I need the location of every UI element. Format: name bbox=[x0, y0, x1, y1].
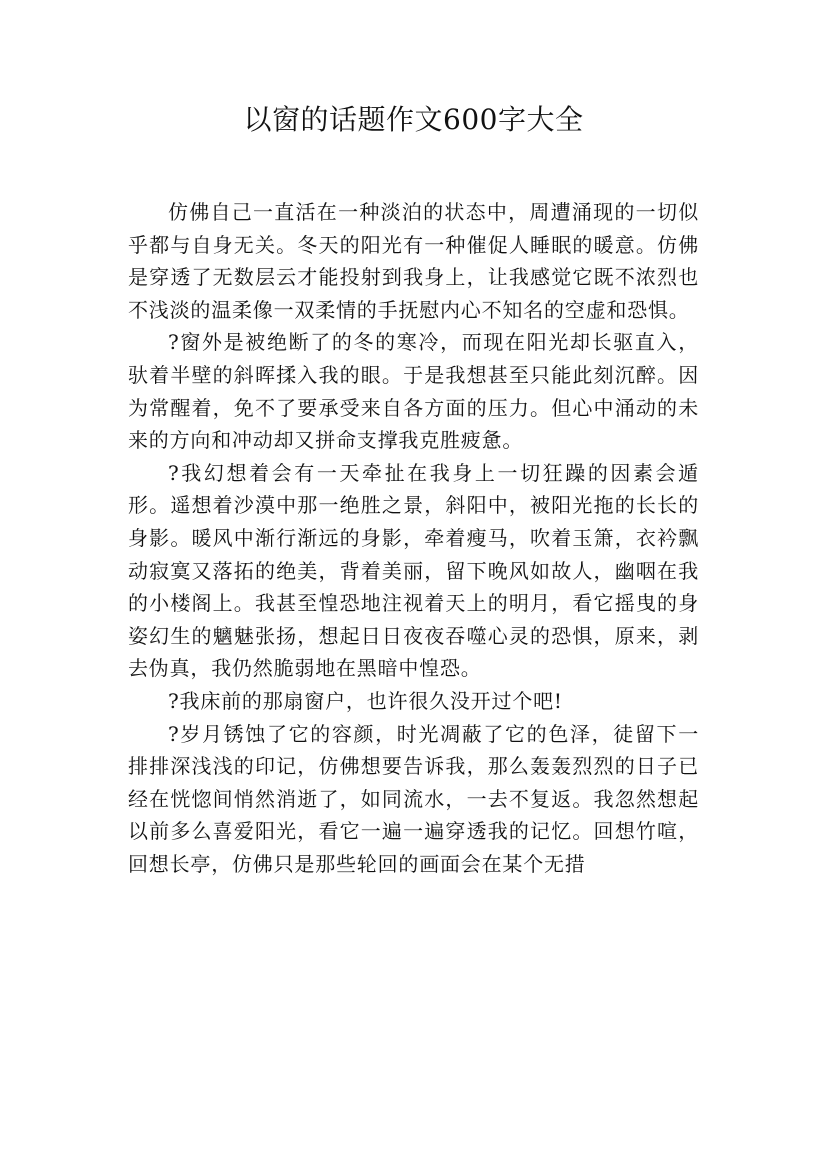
paragraph: ?我床前的那扇窗户，也许很久没开过个吧! bbox=[168, 688, 563, 713]
paragraph: 仿佛自己一直活在一种淡泊的状态中，周遭涌现的一切似乎都与自身无关。冬天的阳光有一种催促人睡眠的暖意。仿佛是穿透了无数层云才能投射到我身上，让我感觉它既不浓烈也不浅淡的温柔像一双柔情的手抚慰内心不知名的空虚和恐惧。 bbox=[128, 200, 699, 322]
essay-body bbox=[128, 196, 699, 880]
paragraph: ?我幻想着会有一天牵扯在我身上一切狂躁的因素会遁形。遥想着沙漠中那一绝胜之景，斜阳中，被阳光拖的长长的身影。暖风中渐行渐远的身影，牵着瘦马，吹着玉箫，衣衿飘动寂寞又落拓的绝美，背着美丽，留下晚风如故人，幽咽在我的小楼阁上。我甚至惶恐地注视着天上的明月，看它摇曳的身姿幻生的魑魅张扬，想起日日夜夜吞噬心灵的恐惧，原来，剥去伪真，我仍然脆弱地在黑暗中惶恐。 bbox=[128, 460, 699, 681]
paragraph: ?岁月锈蚀了它的容颜，时光凋蔽了它的色泽，徒留下一排排深浅浅的印记，仿佛想要告诉我，那么轰轰烈烈的日子已经在恍惚间悄然消逝了，如同流水，一去不复返。我忽然想起以前多么喜爱阳光，看它一遍一遍穿透我的记忆。回想竹喧，回想长亭，仿佛只是那些轮回的画面会在某个无措 bbox=[128, 721, 699, 876]
page-title: 以窗的话题作文600字大全 bbox=[243, 103, 584, 136]
paragraph: ?窗外是被绝断了的冬的寒冷，而现在阳光却长驱直入，驮着半壁的斜晖揉入我的眼。于是我想甚至只能此刻沉醉。因为常醒着，免不了要承受来自各方面的压力。但心中涌动的未来的方向和冲动却又拼命支撑我克胜疲惫。 bbox=[128, 330, 699, 453]
